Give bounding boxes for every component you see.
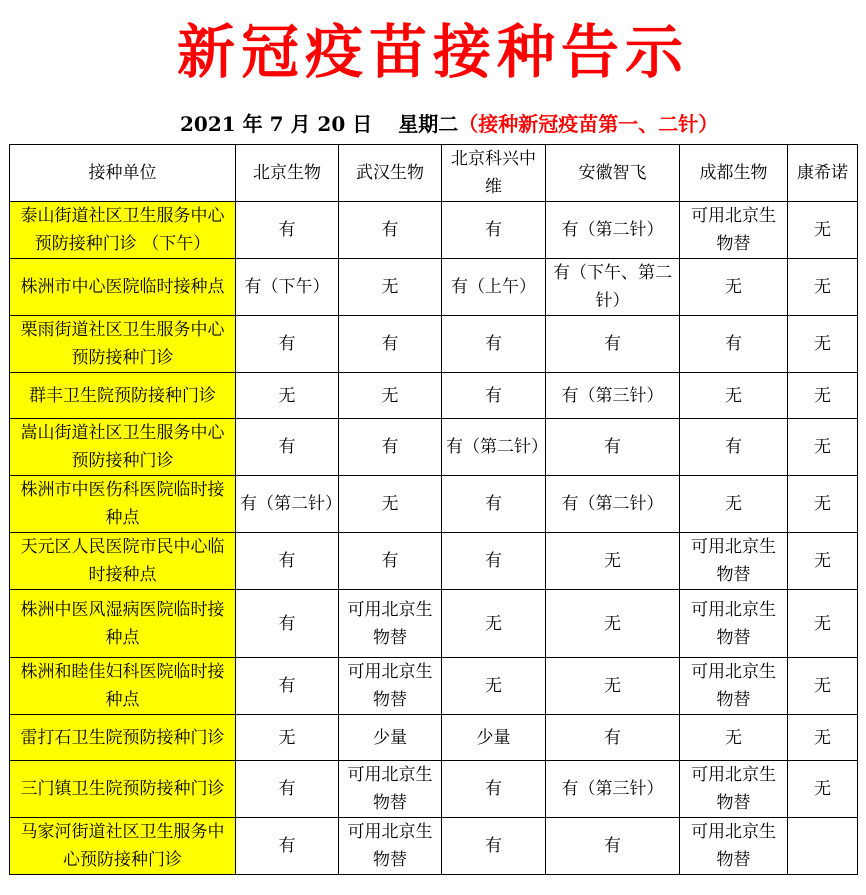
site-name-cell: 株洲市中医伤科医院临时接种点 — [10, 476, 236, 533]
availability-cell-sinovac: 有（第二针） — [442, 419, 546, 476]
site-name-cell: 三门镇卫生院预防接种门诊 — [10, 761, 236, 818]
availability-cell-chengdu-bio: 无 — [680, 476, 788, 533]
availability-cell-beijing-bio: 有 — [236, 202, 339, 259]
availability-cell-sinovac: 有 — [442, 316, 546, 373]
availability-cell-chengdu-bio: 有 — [680, 419, 788, 476]
availability-cell-cansino: 无 — [788, 476, 858, 533]
table-row — [10, 590, 858, 658]
availability-cell-cansino: 无 — [788, 715, 858, 761]
availability-cell-wuhan-bio: 少量 — [339, 715, 442, 761]
availability-cell-anhui-zhifei: 无 — [546, 533, 680, 590]
availability-cell-beijing-bio: 有 — [236, 658, 339, 715]
header-row — [10, 145, 858, 202]
availability-cell-beijing-bio: 有 — [236, 761, 339, 818]
site-name-cell: 马家河街道社区卫生服务中心预防接种门诊 — [10, 818, 236, 875]
header-col-chengdu-bio: 成都生物 — [680, 145, 788, 202]
site-name-cell: 嵩山街道社区卫生服务中心预防接种门诊 — [10, 419, 236, 476]
availability-cell-chengdu-bio: 可用北京生物替 — [680, 658, 788, 715]
header-col-site: 接种单位 — [10, 145, 236, 202]
page-title: 新冠疫苗接种告示 — [176, 18, 689, 86]
availability-cell-beijing-bio: 无 — [236, 373, 339, 419]
availability-cell-cansino — [788, 818, 858, 875]
header-col-cansino: 康希诺 — [788, 145, 858, 202]
table-row — [10, 316, 858, 373]
availability-cell-cansino: 无 — [788, 373, 858, 419]
availability-cell-anhui-zhifei: 有（第二针） — [546, 202, 680, 259]
availability-cell-wuhan-bio: 有 — [339, 533, 442, 590]
site-name-cell: 雷打石卫生院预防接种门诊 — [10, 715, 236, 761]
availability-cell-anhui-zhifei: 有（第三针） — [546, 761, 680, 818]
availability-cell-cansino: 无 — [788, 202, 858, 259]
availability-cell-beijing-bio: 有 — [236, 590, 339, 658]
dose-note: （接种新冠疫苗第一、二针） — [458, 112, 719, 136]
availability-cell-sinovac: 有 — [442, 533, 546, 590]
header-col-sinovac: 北京科兴中维 — [442, 145, 546, 202]
table-row — [10, 373, 858, 419]
availability-cell-anhui-zhifei: 有 — [546, 715, 680, 761]
date-text: 2021 年 7 月 20 日 — [180, 112, 373, 136]
availability-cell-sinovac: 有 — [442, 761, 546, 818]
table-row — [10, 202, 858, 259]
table-row — [10, 419, 858, 476]
availability-cell-anhui-zhifei: 有 — [546, 818, 680, 875]
availability-cell-beijing-bio: 有 — [236, 419, 339, 476]
availability-cell-beijing-bio: 有（下午） — [236, 259, 339, 316]
availability-cell-wuhan-bio: 无 — [339, 259, 442, 316]
availability-cell-wuhan-bio: 无 — [339, 476, 442, 533]
availability-cell-wuhan-bio: 有 — [339, 419, 442, 476]
availability-cell-chengdu-bio: 可用北京生物替 — [680, 533, 788, 590]
availability-cell-cansino: 无 — [788, 761, 858, 818]
availability-cell-beijing-bio: 有 — [236, 316, 339, 373]
availability-cell-cansino: 无 — [788, 316, 858, 373]
availability-cell-wuhan-bio: 可用北京生物替 — [339, 818, 442, 875]
availability-cell-chengdu-bio: 可用北京生物替 — [680, 590, 788, 658]
availability-cell-cansino: 无 — [788, 590, 858, 658]
availability-cell-anhui-zhifei: 无 — [546, 590, 680, 658]
availability-cell-beijing-bio: 有 — [236, 818, 339, 875]
availability-cell-cansino: 无 — [788, 533, 858, 590]
availability-cell-wuhan-bio: 可用北京生物替 — [339, 590, 442, 658]
availability-cell-wuhan-bio: 可用北京生物替 — [339, 761, 442, 818]
availability-cell-beijing-bio: 有（第二针） — [236, 476, 339, 533]
site-name-cell: 泰山街道社区卫生服务中心预防接种门诊 （下午） — [10, 202, 236, 259]
availability-cell-anhui-zhifei: 有（下午、第二针） — [546, 259, 680, 316]
header-col-anhui-zhifei: 安徽智飞 — [546, 145, 680, 202]
availability-cell-anhui-zhifei: 有（第三针） — [546, 373, 680, 419]
availability-cell-chengdu-bio: 无 — [680, 373, 788, 419]
availability-cell-wuhan-bio: 有 — [339, 316, 442, 373]
vaccination-table — [9, 144, 858, 875]
availability-cell-anhui-zhifei: 有 — [546, 316, 680, 373]
availability-cell-wuhan-bio: 无 — [339, 373, 442, 419]
availability-cell-cansino: 无 — [788, 259, 858, 316]
availability-cell-chengdu-bio: 有 — [680, 316, 788, 373]
availability-cell-sinovac: 无 — [442, 590, 546, 658]
table-row — [10, 761, 858, 818]
availability-cell-sinovac: 有 — [442, 202, 546, 259]
availability-cell-chengdu-bio: 可用北京生物替 — [680, 818, 788, 875]
date-line — [180, 108, 718, 140]
availability-cell-sinovac: 有 — [442, 818, 546, 875]
availability-cell-chengdu-bio: 可用北京生物替 — [680, 202, 788, 259]
table-row — [10, 715, 858, 761]
site-name-cell: 天元区人民医院市民中心临时接种点 — [10, 533, 236, 590]
availability-cell-anhui-zhifei: 有（第二针） — [546, 476, 680, 533]
site-name-cell: 株洲中医风湿病医院临时接种点 — [10, 590, 236, 658]
table-body — [10, 202, 858, 875]
availability-cell-beijing-bio: 无 — [236, 715, 339, 761]
availability-cell-beijing-bio: 有 — [236, 533, 339, 590]
site-name-cell: 株洲和睦佳妇科医院临时接种点 — [10, 658, 236, 715]
table-row — [10, 818, 858, 875]
availability-cell-sinovac: 少量 — [442, 715, 546, 761]
availability-cell-chengdu-bio: 无 — [680, 715, 788, 761]
availability-cell-sinovac: 无 — [442, 658, 546, 715]
availability-cell-sinovac: 有 — [442, 476, 546, 533]
availability-cell-wuhan-bio: 有 — [339, 202, 442, 259]
table-row — [10, 259, 858, 316]
weekday-text: 星期二 — [398, 112, 459, 136]
table-row — [10, 533, 858, 590]
availability-cell-cansino: 无 — [788, 419, 858, 476]
availability-cell-anhui-zhifei: 无 — [546, 658, 680, 715]
site-name-cell: 栗雨街道社区卫生服务中心预防接种门诊 — [10, 316, 236, 373]
header-col-beijing-bio: 北京生物 — [236, 145, 339, 202]
site-name-cell: 群丰卫生院预防接种门诊 — [10, 373, 236, 419]
table-row — [10, 476, 858, 533]
availability-cell-cansino: 无 — [788, 658, 858, 715]
table-row — [10, 658, 858, 715]
header-col-wuhan-bio: 武汉生物 — [339, 145, 442, 202]
availability-cell-anhui-zhifei: 有 — [546, 419, 680, 476]
availability-cell-sinovac: 有 — [442, 373, 546, 419]
availability-cell-chengdu-bio: 可用北京生物替 — [680, 761, 788, 818]
availability-cell-chengdu-bio: 无 — [680, 259, 788, 316]
availability-cell-wuhan-bio: 可用北京生物替 — [339, 658, 442, 715]
availability-cell-sinovac: 有（上午） — [442, 259, 546, 316]
site-name-cell: 株洲市中心医院临时接种点 — [10, 259, 236, 316]
